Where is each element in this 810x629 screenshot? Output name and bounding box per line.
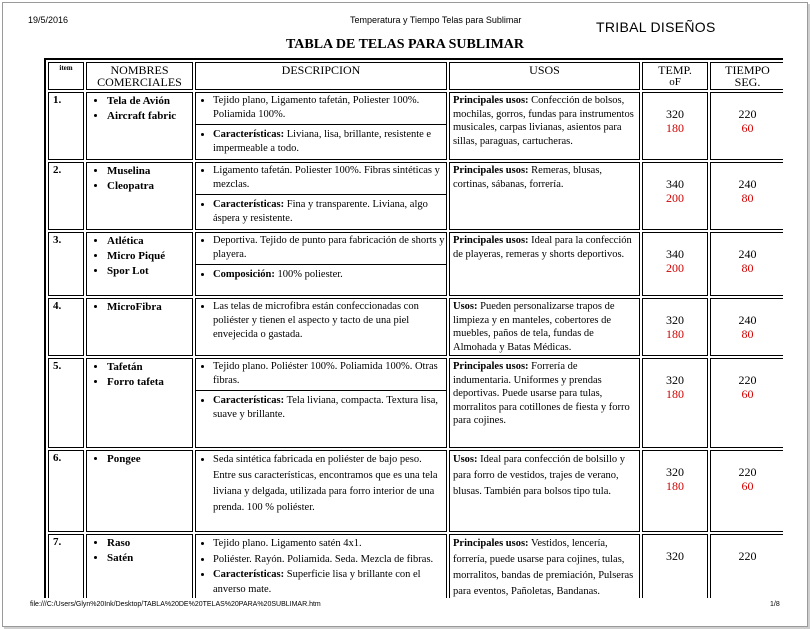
row-names xyxy=(86,162,193,230)
row-number: 5. xyxy=(48,358,84,448)
document-title: TABLA DE TELAS PARA SUBLIMAR xyxy=(285,37,525,52)
header-nombres: NOMBRES COMERCIALES xyxy=(86,62,193,90)
usos-label: Principales usos: xyxy=(453,165,529,176)
features-label: Características: xyxy=(213,199,285,210)
features-text: 100% poliester. xyxy=(274,269,343,280)
description-features xyxy=(213,394,446,422)
row-temperature xyxy=(642,450,708,532)
header-item: item xyxy=(48,62,84,90)
header-tiempo xyxy=(710,62,783,90)
table-header-row xyxy=(48,62,783,90)
time-value: 240 xyxy=(738,247,757,261)
row-temperature xyxy=(642,298,708,356)
row-usos xyxy=(449,232,640,296)
row-names xyxy=(86,450,193,532)
time-value: 240 xyxy=(738,177,757,191)
fabric-table xyxy=(44,58,783,598)
row-description xyxy=(195,534,447,598)
usos-text: Remeras, blusas, cortinas, sábanas, forrería. xyxy=(453,165,603,190)
fabric-name: • Micro Piqué xyxy=(107,249,189,264)
fabric-name: • Forro tafeta xyxy=(107,375,189,390)
row-description xyxy=(195,92,447,160)
usos-text: Forrería de indumentaria. Uniformes y prendas deportivas. Puede usarse para tulas, morralitos para cotillones de fiesta y forro para cojines. xyxy=(453,361,630,426)
row-time xyxy=(710,298,783,356)
row-usos xyxy=(449,92,640,160)
time-value: 220 xyxy=(738,107,757,121)
fabric-name: • Cleopatra xyxy=(107,179,189,194)
description-text: • Tejido plano. Poliéster 100%. Poliamida 100%. Otras fibras. xyxy=(213,360,446,388)
time-value-alt: 60 xyxy=(741,479,754,493)
header-temp xyxy=(642,62,708,90)
features-text: Tela liviana, compacta. Textura lisa, suave y brillante. xyxy=(213,395,438,420)
temp-value-alt: 180 xyxy=(666,327,684,341)
features-text: Fina y transparente. Liviana, algo áspera y resistente. xyxy=(213,199,428,224)
temp-value: 320 xyxy=(666,549,684,563)
features-label: Composición: xyxy=(213,269,275,280)
row-usos xyxy=(449,450,640,532)
description-features xyxy=(213,268,446,282)
row-usos xyxy=(449,298,640,356)
fabric-name: • Raso xyxy=(107,536,189,551)
row-number: 1. xyxy=(48,92,84,160)
fabric-name: • Atlética xyxy=(107,234,189,249)
row-time xyxy=(710,232,783,296)
temp-value: 320 xyxy=(666,107,684,121)
header-tiempo-label: TIEMPO xyxy=(725,63,770,77)
usos-label: Principales usos: xyxy=(453,361,529,372)
row-description xyxy=(195,358,447,448)
temp-value: 320 xyxy=(666,313,684,327)
time-value: 220 xyxy=(738,373,757,387)
row-description xyxy=(195,298,447,356)
time-value-alt: 80 xyxy=(741,191,754,205)
time-value-alt: 80 xyxy=(741,261,754,275)
time-value-alt: 80 xyxy=(741,327,754,341)
header-descripcion: DESCRIPCION xyxy=(195,62,447,90)
fabric-name: • Tela de Avión xyxy=(107,94,189,109)
features-text: Superficie lisa y brillante con el anverso mate. xyxy=(213,569,421,595)
table-row xyxy=(48,298,783,356)
time-value: 220 xyxy=(738,465,757,479)
row-names xyxy=(86,358,193,448)
usos-text: Vestidos, lencería, forrería, puede usarse para cojines, tulas, morralitos, bandas de premiación, Pulseras para eventos, Pañoletas, Bandanas. xyxy=(453,538,634,597)
file-path: file:///C:/Users/Glyn%20Ink/Desktop/TABLA%20DE%20TELAS%20PARA%20SUBLIMAR.htm xyxy=(30,601,321,608)
time-value: 240 xyxy=(738,313,757,327)
description-features xyxy=(213,198,446,226)
row-temperature xyxy=(642,162,708,230)
description-text: • Poliéster. Rayón. Poliamida. Seda. Mezcla de fibras. xyxy=(213,552,446,567)
header-usos: USOS xyxy=(449,62,640,90)
temp-value-alt: 180 xyxy=(666,479,684,493)
row-temperature xyxy=(642,358,708,448)
usos-label: Usos: xyxy=(453,301,478,312)
row-names xyxy=(86,92,193,160)
description-features xyxy=(213,128,446,156)
row-usos xyxy=(449,534,640,598)
description-text: • Tejido plano, Ligamento tafetán, Poliester 100%. Poliamida 100%. xyxy=(213,94,446,122)
table-row xyxy=(48,232,783,296)
time-value: 220 xyxy=(738,549,757,563)
row-usos xyxy=(449,162,640,230)
row-number: 3. xyxy=(48,232,84,296)
description-text: • Deportiva. Tejido de punto para fabricación de shorts y playera. xyxy=(213,234,446,262)
brand-name: TRIBAL DISEÑOS xyxy=(596,19,716,35)
row-number: 4. xyxy=(48,298,84,356)
description-text: • Tejido plano. Ligamento satén 4x1. xyxy=(213,536,446,552)
row-temperature xyxy=(642,92,708,160)
time-value-alt: 60 xyxy=(741,387,754,401)
temp-value: 320 xyxy=(666,465,684,479)
temp-value-alt: 200 xyxy=(666,191,684,205)
row-time xyxy=(710,450,783,532)
usos-label: Usos: xyxy=(453,454,478,465)
usos-label: Principales usos: xyxy=(453,538,529,549)
temp-value: 340 xyxy=(666,247,684,261)
header-tiempo-unit: SEG. xyxy=(734,75,761,89)
description-text: • Seda sintética fabricada en poliéster de bajo peso. Entre sus características, encontramos que es una tela liviana y delgada, utilizada para forro interior de una prenda. 100 % poliéster. xyxy=(213,452,446,516)
usos-label: Principales usos: xyxy=(453,95,529,106)
row-names xyxy=(86,232,193,296)
usos-text: Confección de bolsos, mochilas, gorros, fundas para instrumentos musicales, carpas livianas, asientos para sillas, paraguas, cartucheras. xyxy=(453,95,634,147)
row-time xyxy=(710,358,783,448)
table-row xyxy=(48,450,783,532)
row-number: 6. xyxy=(48,450,84,532)
row-description xyxy=(195,162,447,230)
row-number: 7. xyxy=(48,534,84,598)
temp-value-alt: 180 xyxy=(666,387,684,401)
description-features xyxy=(213,567,446,597)
temp-value: 320 xyxy=(666,373,684,387)
usos-label: Principales usos: xyxy=(453,235,529,246)
description-text: • Las telas de microfibra están confeccionadas con poliéster y tienen el aspecto y tacto de una piel envejecida o gastada. xyxy=(213,300,446,342)
print-date: 19/5/2016 xyxy=(28,15,69,25)
features-label: Características: xyxy=(213,569,285,580)
row-number: 2. xyxy=(48,162,84,230)
row-time xyxy=(710,162,783,230)
row-description xyxy=(195,232,447,296)
usos-text: Ideal para la confección de playeras, remeras y shorts deportivos. xyxy=(453,235,632,260)
fabric-name: • Pongee xyxy=(107,452,189,467)
table-row xyxy=(48,92,783,160)
fabric-table-wrapper xyxy=(44,58,783,598)
page-number: 1/8 xyxy=(770,601,780,608)
table-row xyxy=(48,534,783,598)
fabric-name: • Muselina xyxy=(107,164,189,179)
time-value-alt: 60 xyxy=(741,121,754,135)
temp-value: 340 xyxy=(666,177,684,191)
usos-text: Ideal para confección de bolsillo y para forro de vestidos, trajes de verano, blusas. También para bolsos tipo tula. xyxy=(453,454,626,497)
fabric-name: • Tafetán xyxy=(107,360,189,375)
temp-value-alt: 180 xyxy=(666,121,684,135)
row-names xyxy=(86,298,193,356)
row-time xyxy=(710,534,783,598)
description-text: • Ligamento tafetán. Poliester 100%. Fibras sintéticas y mezclas. xyxy=(213,164,446,192)
usos-text: Pueden personalizarse trapos de limpieza y en manteles, cobertores de muebles, paños de tela, fundas de Almohada y Batas Médicas. xyxy=(453,301,615,353)
row-temperature xyxy=(642,232,708,296)
fabric-name: • Satén xyxy=(107,551,189,566)
fabric-name: • Aircraft fabric xyxy=(107,109,189,124)
temp-value-alt: 200 xyxy=(666,261,684,275)
print-page-title: Temperatura y Tiempo Telas para Sublimar xyxy=(350,15,522,25)
fabric-name: • Spor Lot xyxy=(107,264,189,279)
table-row xyxy=(48,358,783,448)
features-label: Características: xyxy=(213,129,285,140)
header-temp-unit: oF xyxy=(669,76,681,88)
features-label: Características: xyxy=(213,395,285,406)
row-time xyxy=(710,92,783,160)
row-description xyxy=(195,450,447,532)
table-row xyxy=(48,162,783,230)
row-usos xyxy=(449,358,640,448)
fabric-name: • MicroFibra xyxy=(107,300,189,315)
header-temp-label: TEMP. xyxy=(658,63,692,77)
features-text: Liviana, lisa, brillante, resistente e impermeable a todo. xyxy=(213,129,432,154)
row-names xyxy=(86,534,193,598)
row-temperature xyxy=(642,534,708,598)
